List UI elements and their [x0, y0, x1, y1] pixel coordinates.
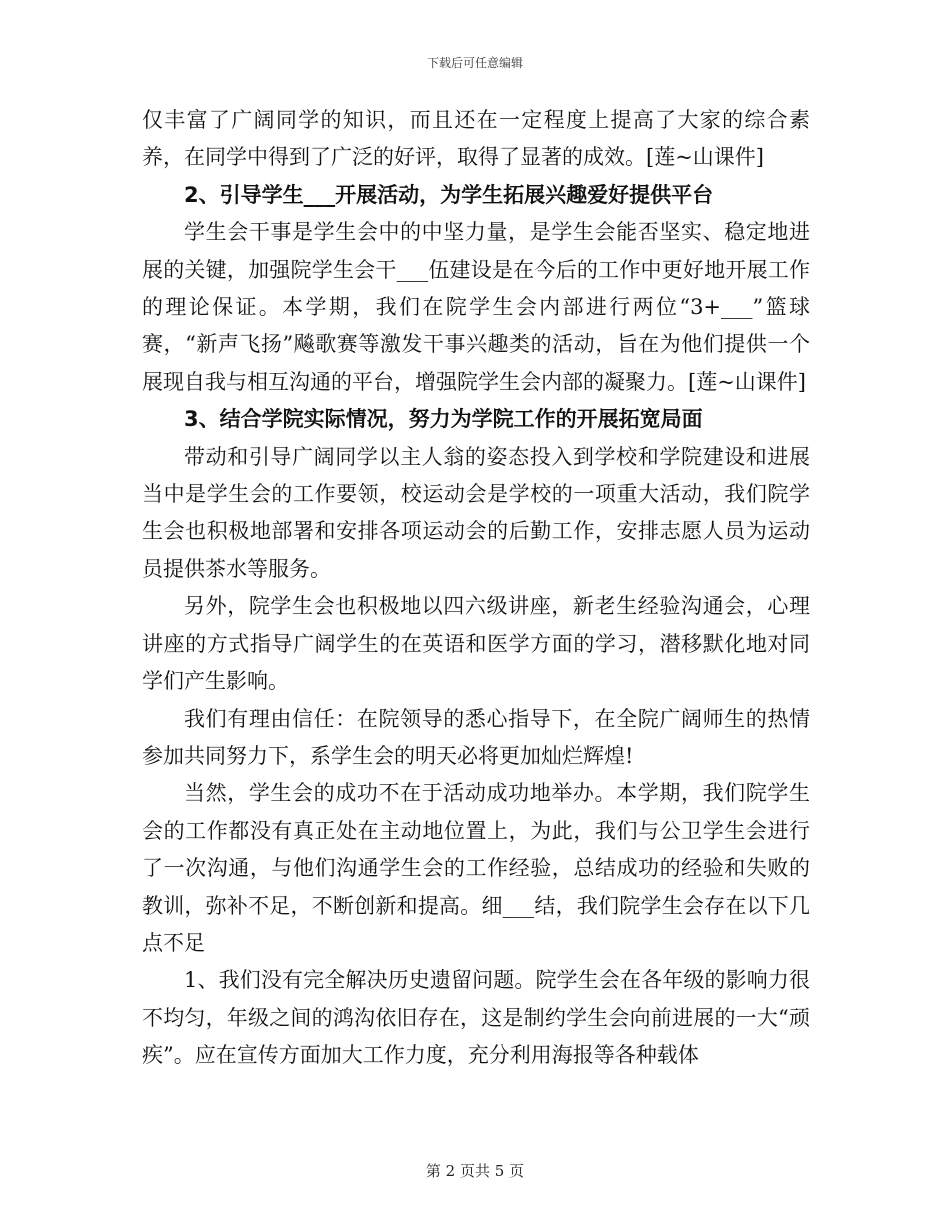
document-body: [142, 102, 810, 1075]
paragraph: 1、我们没有完全解决历史遗留问题。院学生会在各年级的影响力很不均匀，年级之间的鸿沟依旧存在，这是制约学生会向前进展的一大“顽疾”。应在宣传方面加大工作力度，充分利用海报等各种载体: [142, 968, 810, 1068]
page-number: 第 2 页共 5 页: [425, 1162, 525, 1180]
paragraph: 学生会干事是学生会中的中坚力量，是学生会能否坚实、稳定地进展的关键，加强院学生会干___伍建设是在今后的工作中更好地开展工作的理论保证。本学期，我们在院学生会内部进行两位“3+___”篮球赛，“新声飞扬”飚歌赛等激发干事兴趣类的活动，旨在为他们提供一个展现自我与相互沟通的平台，增强院学生会内部的凝聚力。[莲~山课件]: [142, 220, 810, 394]
paragraph: 带动和引导广阔同学以主人翁的姿态投入到学校和学院建设和进展当中是学生会的工作要领，校运动会是学校的一项重大活动，我们院学生会也积极地部署和安排各项运动会的后勤工作，安排志愿人员为运动员提供茶水等服务。: [142, 444, 810, 581]
paragraph: 仅丰富了广阔同学的知识，而且还在一定程度上提高了大家的综合素养，在同学中得到了广泛的好评，取得了显著的成效。[莲~山课件]: [142, 108, 810, 170]
section-heading: 2、引导学生___开展活动，为学生拓展兴趣爱好提供平台: [184, 182, 714, 207]
paragraph: 另外，院学生会也积极地以四六级讲座，新老生经验沟通会，心理讲座的方式指导广阔学生的在英语和医学方面的学习，潜移默化地对同学们产生影响。: [142, 594, 810, 694]
section-heading: 3、结合学院实际情况，努力为学院工作的开展拓宽局面: [184, 407, 703, 432]
page-header: 下载后可任意编辑: [426, 56, 523, 70]
paragraph: 我们有理由信任：在院领导的悉心指导下，在全院广阔师生的热情参加共同努力下，系学生会的明天必将更加灿烂辉煌!: [142, 706, 810, 768]
paragraph: 当然，学生会的成功不在于活动成功地举办。本学期，我们院学生会的工作都没有真正处在主动地位置上，为此，我们与公卫学生会进行了一次沟通，与他们沟通学生会的工作经验，总结成功的经验和失败的教训，弥补不足，不断创新和提高。细___结，我们院学生会存在以下几点不足: [142, 781, 810, 955]
